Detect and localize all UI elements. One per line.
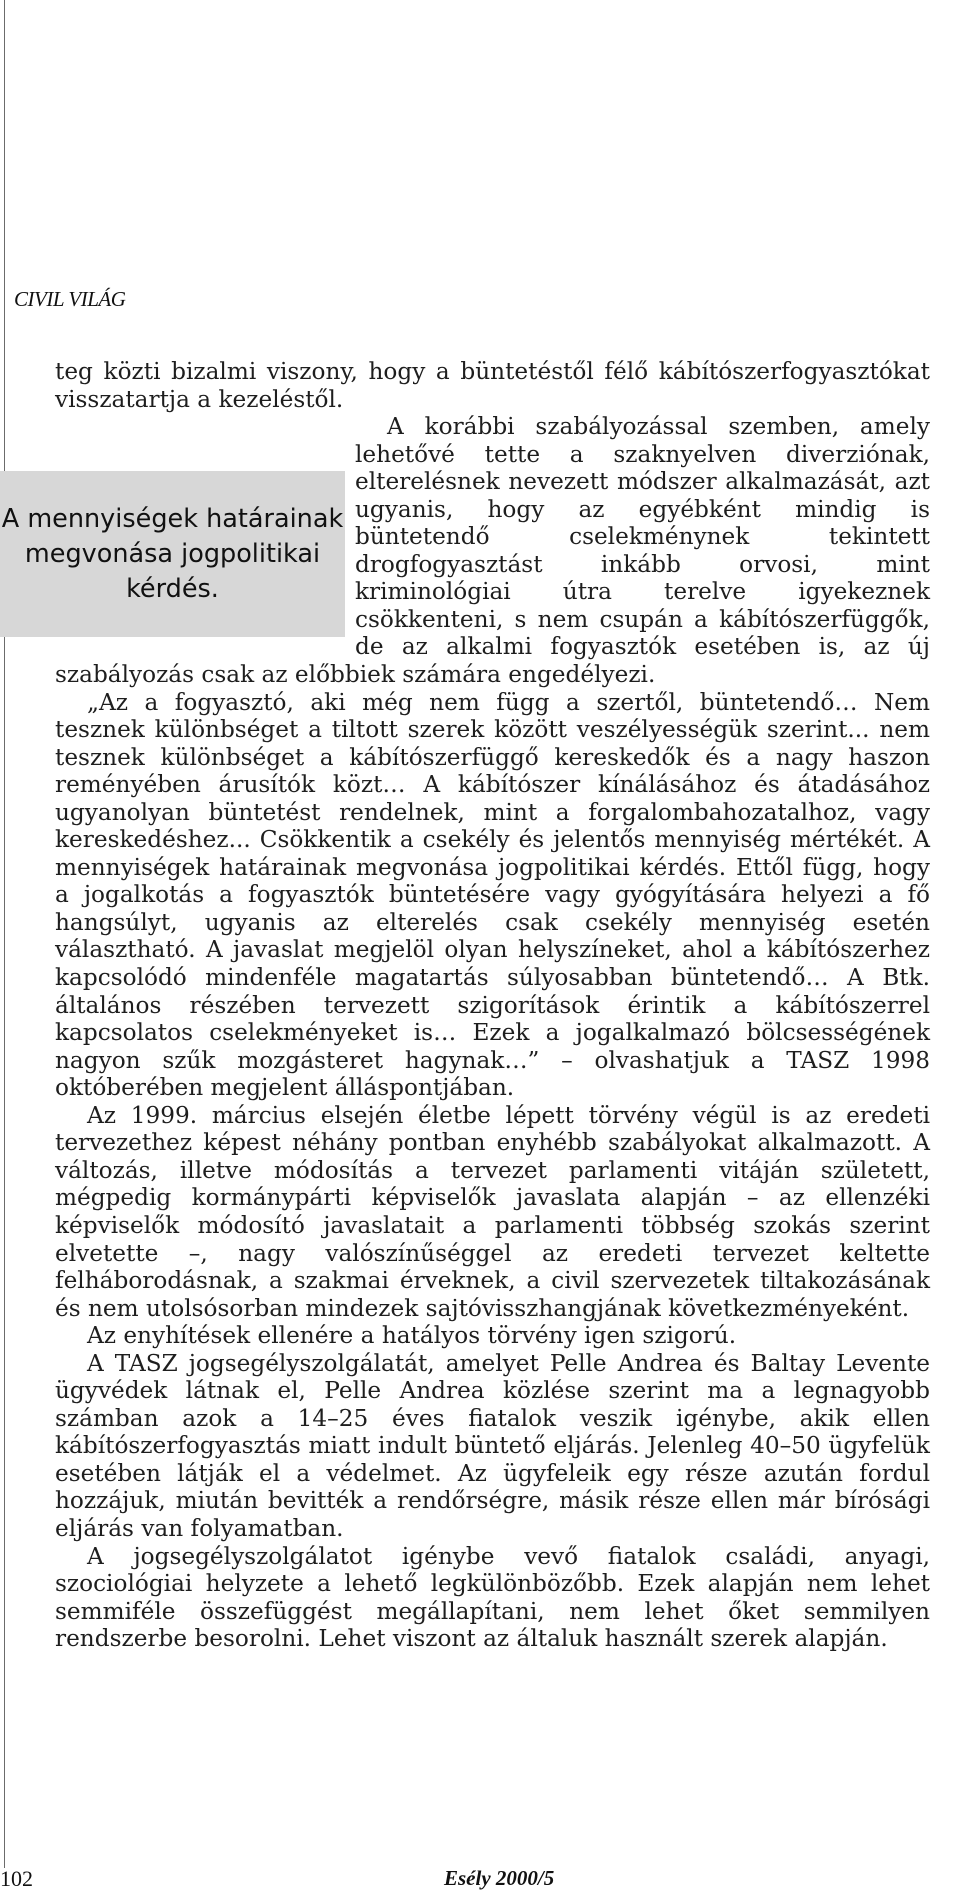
pull-quote-box	[0, 471, 345, 637]
article-body	[1, 358, 930, 1653]
paragraph-5: Az enyhítések ellenére a hatályos törvény igen szigorú.	[87, 1322, 737, 1350]
paragraph-4: Az 1999. március elsején életbe lépett törvény végül is az eredeti tervezethez képest néhány pontban enyhébb szabályokat alkalmazott. A változás, illetve módosítás a tervezet parlamenti vitáján született, mégpedig kormánypárti képviselők javaslata alapján – az ellenzéki képviselők módosító javaslatait a parlamenti többség szokás szerint elvetette –, nagy valószínűséggel az eredeti tervezet keltette felháborodásnak, a szakmai érveknek, a civil szervezetek tiltakozásának és nem utolsósorban mindezek sajtóvisszhangjának következményeként.	[55, 1101, 930, 1322]
paragraph-6: A TASZ jogsegélyszolgálatát, amelyet Pelle Andrea és Baltay Levente ügyvédek látnak el, Pelle Andrea közlése szerint ma a legnagyobb számban azok a 14–25 éves fiatalok veszik igénybe, akik ellen kábítószerfogyasztás miatt indult büntető eljárás. Jelenleg 40–50 ügyfelük esetében látják el a védelmet. Az ügyfeleik egy része azután fordul hozzájuk, miután bevitték a rendőrségre, másik része ellen már bírósági eljárás van folyamatban.	[55, 1349, 930, 1542]
paragraph-7: A jogsegélyszolgálatot igénybe vevő fiatalok családi, anyagi, szociológiai helyzete a lehető legkülönbözőbb. Ezek alapján nem lehet semmiféle összefüggést megállapítani, nem lehet őket semmilyen rendszerbe besorolni. Lehet viszont az általuk használt szerek alapján.	[55, 1542, 930, 1653]
paragraph-3: „Az a fogyasztó, aki még nem függ a szertől, büntetendő… Nem tesznek különbséget a tiltott szerek között veszélyességük szerint... nem tesznek különbséget a kábítószerfüggő kereskedők és a nagy haszon reményében árusítók közt… A kábítószer kínálásához és átadásához ugyanolyan büntetést rendelnek, mint a forgalombahozatalhoz, vagy kereskedéshez... Csökkentik a csekély és jelentős mennyiség mértékét. A mennyiségek határainak megvonása jogpolitikai kérdés. Ettől függ, hogy a jogalkotás a fogyasztók büntetésére vagy gyógyítására helyezi a fő hangsúlyt, ugyanis az elterelés csak csekély mennyiség esetén választható. A javaslat megjelöl olyan helyszíneket, ahol a kábítószerhez kapcsolódó mindenféle magatartás súlyosabban büntetendő… A Btk. általános részében tervezett szigorítások érintik a kábítószerrel kapcsolatos cselekményeket is… Ezek a jogalkalmazó bölcsességének nagyon szűk mozgásteret hagynak…” – olvashatjuk a TASZ 1998 októberében megjelent álláspontjában.	[55, 688, 930, 1102]
pull-quote-text: A mennyiségek határainak megvonása jogpolitikai kérdés.	[1, 503, 344, 604]
paragraph-2-text: A korábbi szabályozással szemben, amely lehetővé tette a szaknyelven diverziónak, elterelésnek nevezett módszer alkalmazását, azt ugyanis, hogy az egyébként mindig is büntetendő cselekménynek tekintett drogfogyasztást inkább orvosi, mint kriminológiai útra terelve igyekeznek csökkenteni, s nem csupán a kábítószerfüggők, de az alkalmi fogyasztók esetében is, az új szabályozás csak az előbbiek számára engedélyezi.	[55, 413, 930, 689]
running-head: CIVIL VILÁG	[14, 287, 126, 311]
paragraph-2	[1, 413, 930, 689]
margin-rule	[4, 0, 5, 1868]
page-number: 102	[0, 1866, 33, 1891]
paragraph-1: teg közti bizalmi viszony, hogy a büntetéstől félő kábítószerfogyasztókat visszatartja a kezeléstől.	[55, 358, 930, 413]
journal-title: Esély 2000/5	[444, 1866, 555, 1890]
